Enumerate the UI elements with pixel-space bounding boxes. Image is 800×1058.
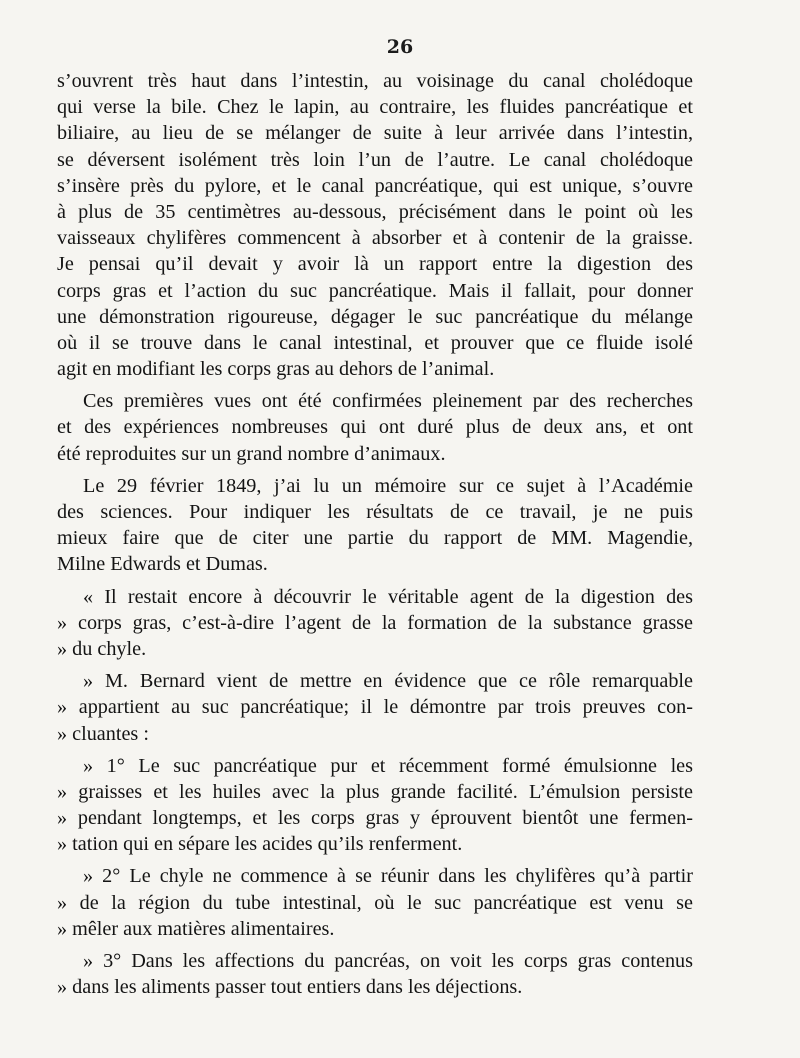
text-line: » de la région du tube intestinal, où le suc pancréatique est venu se xyxy=(57,891,693,914)
text-line: été reproduites sur un grand nombre d’animaux. xyxy=(57,442,446,465)
text-line: mieux faire que de citer une partie du rapport de MM. Magendie, xyxy=(57,527,693,550)
text-line: à plus de 35 centimètres au-dessous, précisément dans le point où les xyxy=(57,200,693,223)
text-line: » 1° Le suc pancréatique pur et récemment formé émulsionne les xyxy=(83,754,693,777)
text-line: des sciences. Pour indiquer les résultats de ce travail, je ne puis xyxy=(57,501,693,523)
text-line: une démonstration rigoureuse, dégager le suc pancréatique du mélange xyxy=(57,305,693,328)
text-line: et des expériences nombreuses qui ont duré plus de deux ans, et ont xyxy=(57,416,693,439)
text-line: Ces premières vues ont été confirmées pleinement par des recherches xyxy=(83,390,693,413)
text-line: » graisses et les huiles avec la plus grande facilité. L’émulsion persiste xyxy=(57,780,693,803)
quote-paragraph xyxy=(57,668,693,747)
text-line: vaisseaux chylifères commencent à absorber et à contenir de la graisse. xyxy=(57,227,693,250)
text-line: Milne Edwards et Dumas. xyxy=(57,553,268,576)
text-line: s’ouvrent très haut dans l’intestin, au voisinage du canal cholédoque xyxy=(57,70,693,92)
text-line: » pendant longtemps, et les corps gras y éprouvent bientôt une fermen- xyxy=(57,807,693,830)
text-line: » appartient au suc pancréatique; il le démontre par trois preuves con- xyxy=(57,696,693,719)
body-text xyxy=(57,68,693,1000)
text-line: » tation qui en sépare les acides qu’ils renferment. xyxy=(57,833,463,856)
paragraph xyxy=(57,473,693,578)
quote-paragraph xyxy=(57,863,693,942)
text-line: corps gras et l’action du suc pancréatique. Mais il fallait, pour donner xyxy=(57,279,693,302)
quote-paragraph xyxy=(57,753,693,858)
text-line: se déversent isolément très loin l’un de l’autre. Le canal cholédoque xyxy=(57,148,693,171)
quote-paragraph xyxy=(57,948,693,1000)
paragraph xyxy=(57,68,693,382)
text-line: » 2° Le chyle ne commence à se réunir dans les chylifères qu’à partir xyxy=(83,865,693,888)
text-line: biliaire, au lieu de se mélanger de suite à leur arrivée dans l’intestin, xyxy=(57,122,693,145)
text-line: » corps gras, c’est-à-dire l’agent de la formation de la substance grasse xyxy=(57,611,693,634)
text-line: agit en modifiant les corps gras au dehors de l’animal. xyxy=(57,358,495,381)
text-line: où il se trouve dans le canal intestinal, et prouver que ce fluide isolé xyxy=(57,331,693,354)
paragraph xyxy=(57,388,693,467)
text-line: » cluantes : xyxy=(57,722,149,745)
text-line: Je pensai qu’il devait y avoir là un rapport entre la digestion des xyxy=(57,253,693,276)
text-line: » 3° Dans les affections du pancréas, on voit les corps gras contenus xyxy=(83,950,693,972)
quote-paragraph xyxy=(57,584,693,663)
text-line: s’insère près du pylore, et le canal pancréatique, qui est unique, s’ouvre xyxy=(57,174,693,197)
text-line: » mêler aux matières alimentaires. xyxy=(57,917,335,940)
page-number: 26 xyxy=(386,36,414,58)
text-line: « Il restait encore à découvrir le véritable agent de la digestion des xyxy=(83,585,693,608)
text-line: » M. Bernard vient de mettre en évidence que ce rôle remarquable xyxy=(83,670,693,693)
text-line: » dans les aliments passer tout entiers dans les déjections. xyxy=(57,976,523,999)
text-line: qui verse la bile. Chez le lapin, au contraire, les fluides pancréatique et xyxy=(57,96,693,119)
text-line: » du chyle. xyxy=(57,637,147,660)
text-line: Le 29 février 1849, j’ai lu un mémoire sur ce sujet à l’Académie xyxy=(83,474,693,497)
